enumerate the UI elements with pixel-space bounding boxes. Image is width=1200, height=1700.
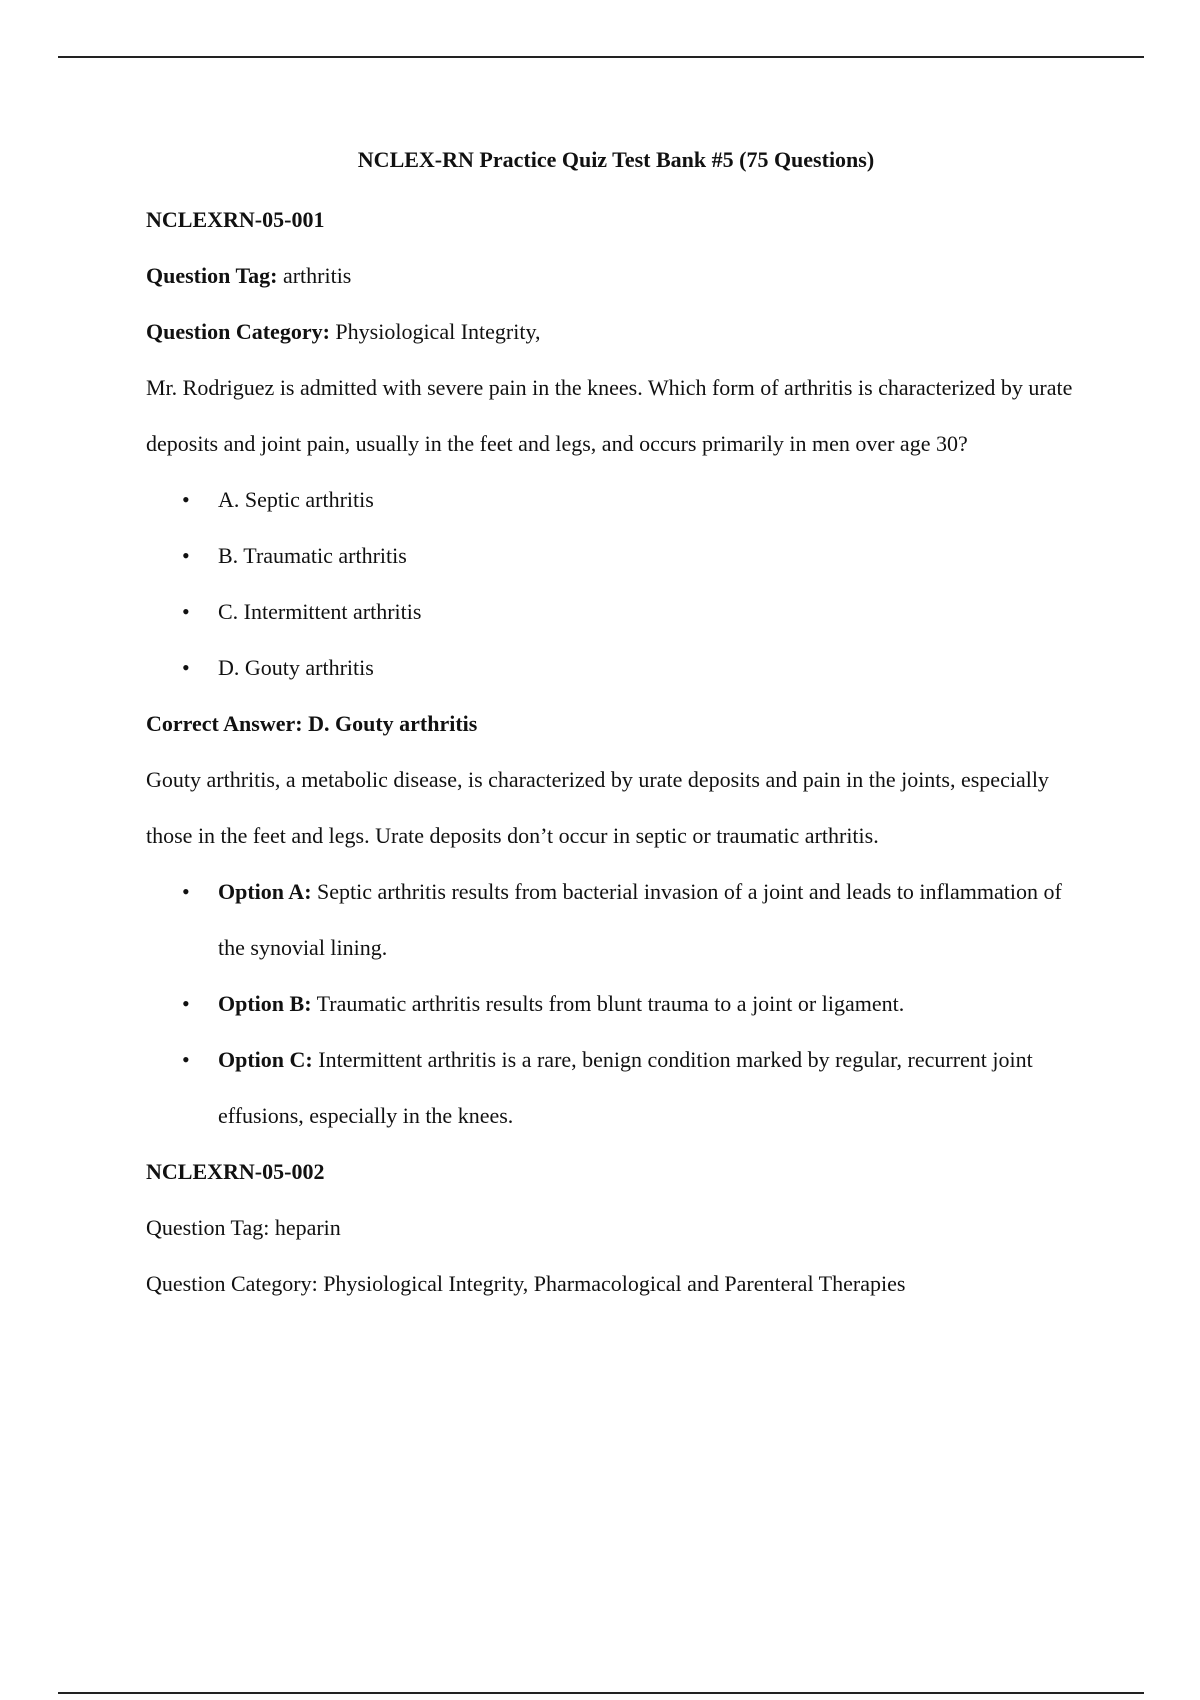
question-id: NCLEXRN-05-002: [146, 1159, 325, 1184]
option-a: • A. Septic arthritis: [146, 472, 1086, 528]
explanation-c-label: Option C:: [218, 1047, 313, 1072]
question-category: Question Category: Physiological Integrity, Pharmacological and Parenteral Therapies: [146, 1271, 906, 1296]
option-explanations: [146, 864, 1086, 1144]
question-tag: Question Tag: heparin: [146, 1215, 341, 1240]
question-id: NCLEXRN-05-001: [146, 207, 325, 232]
question-tag-value: arthritis: [277, 263, 352, 288]
explanation-a: [146, 864, 1086, 976]
answer-options: [146, 472, 1086, 696]
explanation-b-text: Traumatic arthritis results from blunt trauma to a joint or ligament.: [311, 991, 905, 1016]
rationale: Gouty arthritis, a metabolic disease, is characterized by urate deposits and pain in the joints, especially those in the feet and legs. Urate deposits don’t occur in septic or traumatic arthritis.: [146, 767, 1049, 848]
question-category: [146, 304, 1086, 360]
question-category-value: Physiological Integrity,: [329, 319, 541, 344]
document-title: NCLEX-RN Practice Quiz Test Bank #5 (75 Questions): [357, 147, 875, 172]
explanation-c: [146, 1032, 1086, 1144]
question-category-label: Question Category:: [146, 319, 330, 344]
question-block-2: [146, 1144, 1086, 1312]
explanation-c-text: Intermittent arthritis is a rare, benign condition marked by regular, recurrent joint effusions, especially in the knees.: [218, 1047, 1033, 1128]
question-stem: Mr. Rodriguez is admitted with severe pain in the knees. Which form of arthritis is characterized by urate deposits and joint pain, usually in the feet and legs, and occurs primarily in men over age 30?: [146, 375, 1073, 456]
explanation-a-label: Option A:: [218, 879, 312, 904]
document-page: [146, 140, 1086, 1312]
option-c: • C. Intermittent arthritis: [146, 584, 1086, 640]
explanation-b: [146, 976, 1086, 1032]
top-rule: [58, 56, 1144, 58]
option-b: • B. Traumatic arthritis: [146, 528, 1086, 584]
bottom-rule: [58, 1692, 1144, 1694]
option-d: • D. Gouty arthritis: [146, 640, 1086, 696]
question-block-1: [146, 192, 1086, 1144]
explanation-b-label: Option B:: [218, 991, 312, 1016]
question-tag: [146, 248, 1086, 304]
correct-answer: Correct Answer: D. Gouty arthritis: [146, 711, 478, 736]
question-tag-label: Question Tag:: [146, 263, 278, 288]
explanation-a-text: Septic arthritis results from bacterial invasion of a joint and leads to inflammation of the synovial lining.: [218, 879, 1062, 960]
